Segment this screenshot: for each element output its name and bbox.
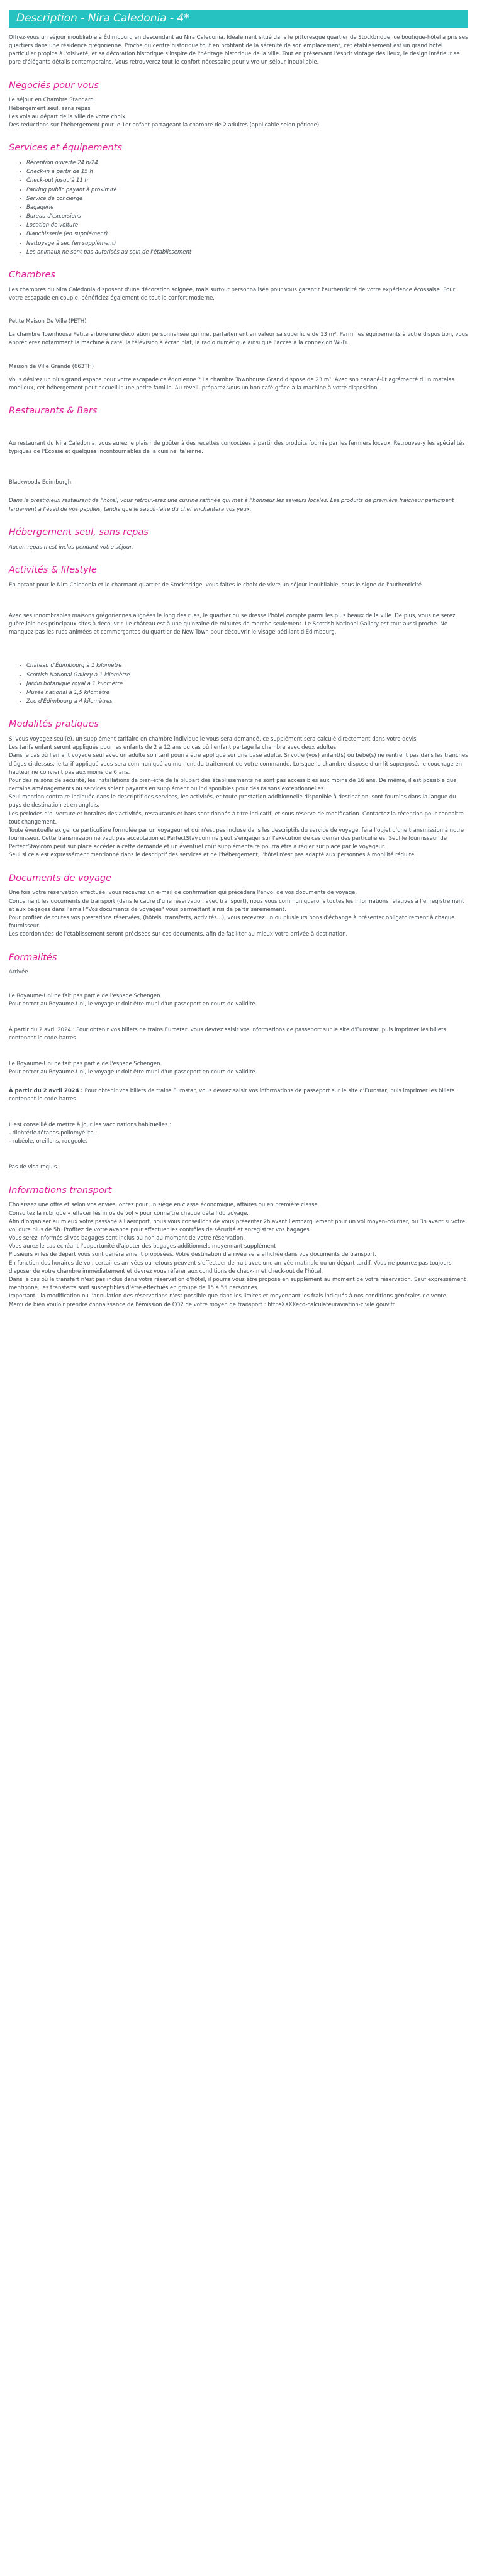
documents-line: Concernant les documents de transport (dans le cadre d'une réservation avec transport), nous vous communiquerons toutes les informations relatives à l'enregistrement et aux bagages dans l'email "Vos documents de voyages" vous permettant ainsi de partir sereinement. <box>9 898 464 913</box>
formalites-line: À partir du 2 avril 2024 : Pour obtenir vos billets de trains Eurostar, vous devrez saisir vos informations de passeport sur le site d'Eurostar, puis imprimer les billets contenant le code-barres <box>9 1026 446 1042</box>
room2-name: Maison de Ville Grande (663TH) <box>9 363 94 370</box>
chambres-title: Chambres <box>9 269 55 280</box>
transport-line: Consultez la rubrique « effacer les infos de vol » pour connaître chaque détail du voyage. <box>9 1210 249 1217</box>
services-item: • Les animaux ne sont pas autorisés au sein de l'établissement <box>26 249 468 257</box>
transport-line: Vous aurez le cas échéant l'opportunité d'ajouter des bagages additionnels moyennant supplément <box>9 1243 276 1250</box>
activites-list <box>9 662 468 706</box>
negocies-title: Négociés pour vous <box>9 80 99 91</box>
bar-desc: Dans le prestigieux restaurant de l'hôtel, vous retrouverez une cuisine raffinée qui met à l'honneur les saveurs locales. Les produits de première fraîcheur participent largement à l'éveil de vos papilles, tandis que le savoir-faire du chef enchantera vos yeux. <box>9 498 454 513</box>
negocies-line: Hébergement seul, sans repas <box>9 105 91 112</box>
bar-name: Blackwoods Edimburgh <box>9 479 72 486</box>
modalites-line: Si vous voyagez seul(e), un supplément tarifaire en chambre individuelle vous sera demandé, ce supplément sera calculé directement dans votre devis <box>9 736 417 743</box>
transport-line: Plusieurs villes de départ vous sont généralement proposées. Votre destination d'arrivée sera affichée dans vos documents de transport. <box>9 1252 377 1258</box>
activites-title: Activités & lifestyle <box>9 564 97 575</box>
services-list <box>9 159 468 257</box>
services-item: • Réception ouverte 24 h/24 <box>26 159 468 167</box>
transport-title: Informations transport <box>9 1185 112 1196</box>
hebergement-title: Hébergement seul, sans repas <box>9 527 149 537</box>
modalites-line: Dans le cas où l'enfant voyage seul avec un adulte son tarif pourra être appliqué sur une base adulte. Si votre (vos) enfant(s) ou bébé(s) ne rentrent pas dans les tranches d'âges ci-dessus, le tarif appliqué vous sera communiqué au moment du traitement de votre commande. Lorsque la chambre dispose d'un lit superposé, le couchage en hauteur ne convient pas aux moins de 6 ans. <box>9 753 468 776</box>
formalites-line: Pour entrer au Royaume-Uni, le voyageur doit être muni d'un passeport en cours de validité. <box>9 1000 257 1007</box>
services-item: • Blanchisserie (en supplément) <box>26 230 468 238</box>
activites-item: • Jardin botanique royal à 1 kilomètre <box>26 680 468 688</box>
intro-text: Offrez-vous un séjour inoubliable à Édimbourg en descendant au Nira Caledonia. Idéalement situé dans le pittoresque quartier de Stockbridge, ce boutique-hôtel a pris ses quartiers dans une résidence grégorienne. Proche du centre historique tout en profitant de la sérénité de son emplacement, cet établissement est un grand hôtel particulier propice à l'oisiveté, et sa décoration historique s'inspire de l'héritage historique de la ville. Tout en préservant l'esprit vintage des lieux, le design intérieur se pare d'élégants détails contemporains. Vous retrouverez tout le confort nécessaire pour vivre un séjour inoubliable. <box>9 34 468 66</box>
modalites-line: Seul si cela est expressément mentionné dans le descriptif des services et de l'hébergement, l'hôtel n'est pas adapté aux personnes à mobilité réduite. <box>9 852 417 859</box>
documents-line: Les coordonnées de l'établissement seront précisées sur ces documents, afin de faciliter au mieux votre arrivée à destination. <box>9 931 348 938</box>
transport-line: Dans le cas où le transfert n'est pas inclus dans votre réservation d'hôtel, il pourra vous être proposé en supplément au moment de votre réservation. Sauf expressément mentionné, les transferts sont susceptibles d'être effectués en groupe de 15 à 55 personnes. <box>9 1276 466 1292</box>
services-item: • Check-out jusqu'à 11 h <box>26 177 468 185</box>
modalites-title: Modalités pratiques <box>9 719 99 730</box>
restaurants-intro: Au restaurant du Nira Caledonia, vous aurez le plaisir de goûter à des recettes concoctées à partir des produits fournis par les fermiers locaux. Retrouvez-y les spécialités typiques de l'Écosse et quelques incontournables de la cuisine italienne. <box>9 440 465 456</box>
services-item: • Parking public payant à proximité <box>26 186 468 194</box>
services-item: • Nettoyage à sec (en supplément) <box>26 240 468 248</box>
room2-desc: Vous désirez un plus grand espace pour votre escapade calédonienne ? La chambre Townhouse Grand dispose de 23 m². Avec son canapé-lit agrémenté d'un matelas moelleux, cet hébergement peut accueillir une petite famille. Au réveil, préparez-vous un bon café grâce à la machine à votre disposition. <box>9 376 455 391</box>
services-item: • Check-in à partir de 15 h <box>26 168 468 176</box>
formalites-line <box>9 1087 468 1104</box>
documents-title: Documents de voyage <box>9 873 112 883</box>
formalites-date: À partir du 2 avril 2024 : <box>9 1087 83 1094</box>
formalites-line: - rubéole, oreillons, rougeole. <box>9 1138 87 1145</box>
transport-line: Vous serez informés si vos bagages sont inclus ou non au moment de votre réservation. <box>9 1235 245 1242</box>
negocies-line: Des réductions sur l'hébergement pour le 1er enfant partageant la chambre de 2 adultes (applicable selon période) <box>9 121 320 128</box>
hebergement-text: Aucun repas n'est inclus pendant votre séjour. <box>9 544 133 551</box>
services-item: • Bagagerie <box>26 204 468 212</box>
formalites-line: Pour entrer au Royaume-Uni, le voyageur doit être muni d'un passeport en cours de validité. <box>9 1069 257 1076</box>
modalites-line: Pour des raisons de sécurité, les installations de bien-être de la plupart des établissements ne sont pas accessibles aux moins de 16 ans. De même, il est possible que certains aménagements ou services soient payants en supplément ou indisponibles pour des raisons exceptionnelles. <box>9 777 457 793</box>
formalites-line: - diphtérie-tétanos-poliomyélite ; <box>9 1130 98 1137</box>
services-item: • Bureau d'excursions <box>26 213 468 221</box>
services-item: • Location de voiture <box>26 221 468 230</box>
page-title: Description - Nira Caledonia - 4* <box>9 10 468 28</box>
formalites-arrivee: Arrivée <box>9 969 28 976</box>
formalites-line: Le Royaume-Uni ne fait pas partie de l'espace Schengen. <box>9 1061 162 1068</box>
documents-line: Une fois votre réservation effectuée, vous recevrez un e-mail de confirmation qui précédera l'envoi de vos documents de voyage. <box>9 890 357 897</box>
formalites-block2 <box>9 1026 468 1043</box>
transport-line: Merci de bien vouloir prendre connaissance de l'émission de CO2 de votre moyen de transport : httpsXXXXeco-calculateuraviation-civile.gouv.fr <box>9 1301 395 1308</box>
activites-p2: Avec ses innombrables maisons grégoriennes alignées le long des rues, le quartier où se dresse l'hôtel compte parmi les plus beaux de la ville. De plus, vous ne serez guère loin des principaux sites à découvrir. Le château est à une quinzaine de minutes de marche seulement. Le Scottish National Gallery est tout aussi proche. Ne manquez pas les rues animées et commerçantes du quartier de New Town pour découvrir le visage pétillant d'Édimbourg. <box>9 612 456 636</box>
documents-line: Pour profiter de toutes vos prestations réservées, (hôtels, transferts, activités...), vous recevrez un ou plusieurs bons d'échange à présenter obligatoirement à chaque fournisseur. <box>9 915 455 930</box>
transport-list <box>9 1201 468 1309</box>
modalites-line: Toute éventuelle exigence particulière formulée par un voyageur et qui n'est pas incluse dans les descriptifs du service de voyage, fera l'objet d'une transmission à notre fournisseur. Cette transmission ne vaut pas acceptation et PerfectStay.com ne peut s'engager sur l'exécution de ces demandes particulières. Seul le fournisseur de PerfectStay.com peut sur place accéder à cette demande et un éventuel coût supplémentaire pourra être à régler sur place par le voyageur. <box>9 827 464 851</box>
modalites-line: Les tarifs enfant seront appliqués pour les enfants de 2 à 12 ans ou cas où l'enfant partage la chambre avec deux adultes. <box>9 744 338 751</box>
formalites-visa: Pas de visa requis. <box>9 1164 59 1171</box>
formalites-block1 <box>9 992 468 1009</box>
modalites-line: Seul mention contraire indiquée dans le descriptif des services, les activités, et toute prestation additionnelle disponible à destination, sont fournies dans la langue du pays de destination et en anglais. <box>9 794 456 809</box>
formalites-block5 <box>9 1121 468 1146</box>
chambres-intro: Les chambres du Nira Caledonia disposent d'une décoration soignée, mais surtout personnalisée pour vous garantir l'authenticité de votre expérience écossaise. Pour votre escapade en couple, bénéficiez également de tout le confort moderne. <box>9 286 456 301</box>
modalites-list <box>9 736 468 860</box>
services-title: Services et équipements <box>9 143 122 154</box>
formalites-date-text: Pour obtenir vos billets de trains Eurostar, vous devrez saisir vos informations de passeport sur le site d'Eurostar, puis imprimer les billets contenant le code-barres <box>9 1087 455 1102</box>
negocies-line: Le séjour en Chambre Standard <box>9 97 94 104</box>
negocies-line: Les vols au départ de la ville de votre choix <box>9 113 126 120</box>
activites-item: • Musée national à 1,5 kilomètre <box>26 689 468 697</box>
activites-item: • Château d'Édimbourg à 1 kilomètre <box>26 662 468 670</box>
formalites-block3 <box>9 1060 468 1077</box>
activites-item: • Zoo d'Édimbourg à 4 kilomètres <box>26 698 468 706</box>
room1-name: Petite Maison De Ville (PETH) <box>9 318 87 325</box>
transport-line: Important : la modification ou l'annulation des réservations n'est possible que dans les limites et moyennant les frais indiqués à nos conditions générales de vente. <box>9 1293 448 1300</box>
activites-p1: En optant pour le Nira Caledonia et le charmant quartier de Stockbridge, vous faites le choix de vivre un séjour inoubliable, sous le signe de l'authenticité. <box>9 581 424 588</box>
activites-item: • Scottish National Gallery à 1 kilomètre <box>26 671 468 680</box>
page <box>0 10 477 1309</box>
negocies-list <box>9 96 468 130</box>
formalites-line: Il est conseillé de mettre à jour les vaccinations habituelles : <box>9 1121 171 1128</box>
documents-list <box>9 889 468 939</box>
modalites-line: Les périodes d'ouverture et horaires des activités, restaurants et bars sont donnés à titre indicatif, et sous réserve de modification. Contactez la réception pour connaître tout changement. <box>9 810 464 826</box>
restaurants-title: Restaurants & Bars <box>9 406 98 417</box>
formalites-block4 <box>9 1087 468 1104</box>
room1-desc: La chambre Townhouse Petite arbore une décoration personnalisée qui met parfaitement en valeur sa superficie de 13 m². Parmi les équipements à votre disposition, vous apprécierez notamment la machine à café, la télévision à écran plat, la radio numérique ainsi que l'accès à la connexion Wi-Fi. <box>9 332 468 347</box>
services-item: • Service de concierge <box>26 195 468 203</box>
transport-line: Afin d'organiser au mieux votre passage à l'aéroport, nous vous conseillons de vous présenter 2h avant l'embarquement pour un vol moyen-courrier, ou 3h avant si votre vol dure plus de 5h. Profitez de votre avance pour effectuer les contrôles de sécurité et enregistrer vos bagages. <box>9 1218 466 1233</box>
transport-line: Choisissez une offre et selon vos envies, optez pour un siège en classe économique, affaires ou en première classe. <box>9 1202 320 1209</box>
formalites-title: Formalités <box>9 952 57 963</box>
transport-line: En fonction des horaires de vol, certaines arrivées ou retours peuvent s'effectuer de nuit avec une arrivée matinale ou un départ tardif. Vous ne pourrez pas toujours disposer de votre chambre immédiatement et devrez vous référer aux conditions de check-in et check-out de l'hôtel. <box>9 1260 452 1275</box>
formalites-line: Le Royaume-Uni ne fait pas partie de l'espace Schengen. <box>9 992 162 999</box>
